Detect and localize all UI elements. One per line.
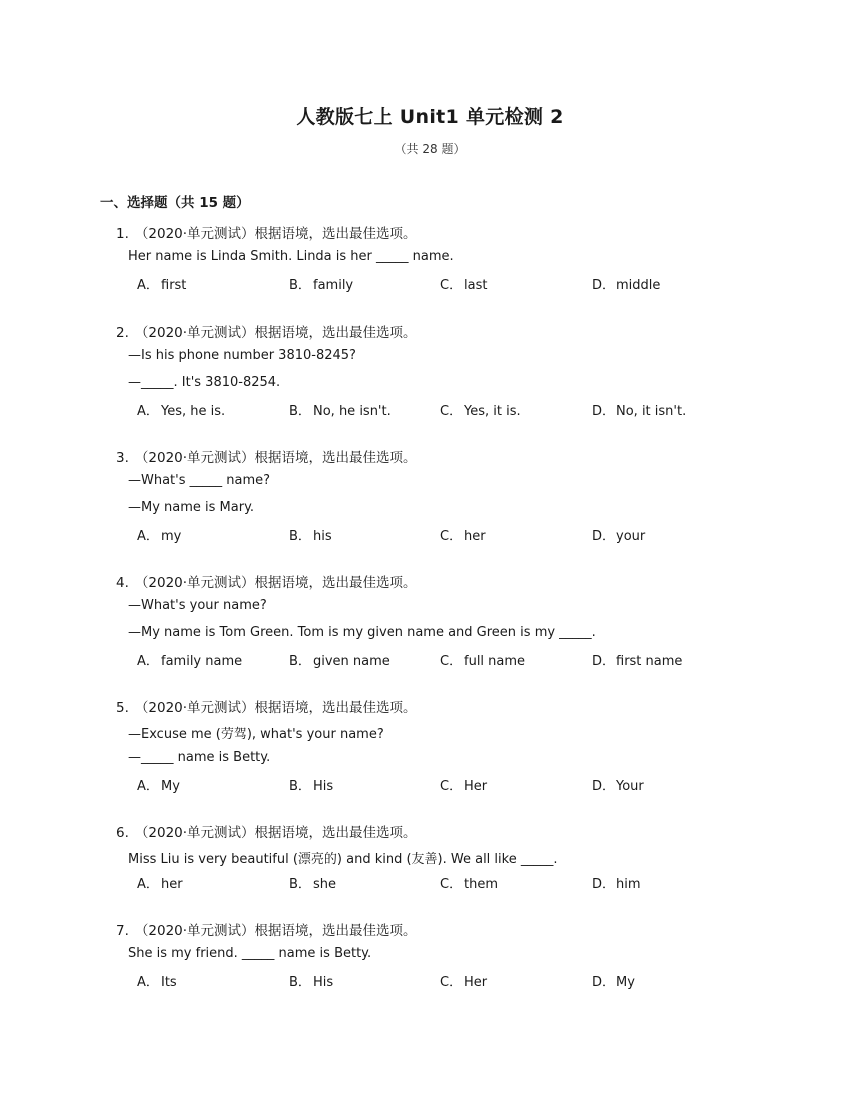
question-text: —What's your name? — [128, 598, 267, 613]
option-letter: A． — [137, 404, 159, 419]
answer-option-a — [137, 274, 186, 293]
option-letter: C． — [440, 278, 463, 293]
answer-option-d — [592, 274, 660, 293]
answer-option-c — [440, 400, 521, 419]
option-letter: C． — [440, 529, 463, 544]
option-letter: C． — [440, 975, 463, 990]
option-text: given name — [313, 654, 390, 669]
answer-option-d — [592, 775, 644, 794]
option-text: your — [616, 529, 646, 544]
question-text: Her name is Linda Smith. Linda is her _____ name. — [128, 249, 454, 264]
question-number: 3. — [116, 450, 129, 466]
question-text: —My name is Mary. — [128, 500, 255, 515]
option-letter: D． — [592, 779, 616, 794]
option-text: My — [616, 975, 635, 990]
option-letter: D． — [592, 278, 616, 293]
option-text: she — [313, 877, 337, 892]
answer-option-b — [289, 873, 336, 892]
option-letter: A． — [137, 654, 159, 669]
option-text: His — [313, 975, 334, 990]
option-text: family — [313, 278, 354, 293]
answer-option-b — [289, 525, 332, 544]
option-text: them — [464, 877, 498, 892]
answer-option-a — [137, 971, 177, 990]
option-letter: A． — [137, 779, 159, 794]
option-letter: A． — [137, 278, 159, 293]
question-source: （2020·单元测试）根据语境，选出最佳选项。 — [134, 450, 417, 466]
option-text: first — [161, 278, 187, 293]
option-letter: C． — [440, 404, 463, 419]
answer-option-d — [592, 525, 645, 544]
question-header — [116, 321, 417, 341]
question-number: 5. — [116, 700, 129, 716]
section-heading: 一、选择题（共 15 题） — [100, 195, 250, 211]
option-text: No, it isn't. — [616, 404, 687, 419]
option-letter: D． — [592, 404, 616, 419]
answer-option-a — [137, 400, 225, 419]
answer-option-d — [592, 873, 641, 892]
question-source: （2020·单元测试）根据语境，选出最佳选项。 — [134, 325, 417, 341]
question-number: 4. — [116, 575, 129, 591]
question-text: —Excuse me (劳驾), what's your name? — [128, 727, 384, 742]
question-source: （2020·单元测试）根据语境，选出最佳选项。 — [134, 575, 417, 591]
question-source: （2020·单元测试）根据语境，选出最佳选项。 — [134, 226, 417, 242]
question-text: —My name is Tom Green. Tom is my given name and Green is my _____. — [128, 625, 596, 640]
question-header — [116, 446, 417, 466]
option-letter: B． — [289, 975, 311, 990]
answer-option-b — [289, 775, 333, 794]
option-letter: B． — [289, 654, 311, 669]
page-title: 人教版七上 Unit1 单元检测 2 — [296, 106, 564, 128]
option-text: Her — [464, 779, 488, 794]
answer-option-b — [289, 274, 353, 293]
option-text: him — [616, 877, 641, 892]
option-text: Yes, it is. — [464, 404, 521, 419]
option-letter: C． — [440, 654, 463, 669]
question-source: （2020·单元测试）根据语境，选出最佳选项。 — [134, 700, 417, 716]
question-header — [116, 821, 417, 841]
option-letter: A． — [137, 529, 159, 544]
question-header — [116, 222, 417, 242]
option-letter: B． — [289, 278, 311, 293]
question-text: —_____ name is Betty. — [128, 750, 271, 765]
option-text: middle — [616, 278, 661, 293]
question-text: —Is his phone number 3810-8245? — [128, 348, 356, 363]
option-letter: A． — [137, 975, 159, 990]
answer-option-c — [440, 873, 498, 892]
answer-option-b — [289, 971, 333, 990]
option-text: His — [313, 779, 334, 794]
question-header — [116, 696, 417, 716]
question-number: 7. — [116, 923, 129, 939]
option-text: last — [464, 278, 488, 293]
answer-option-c — [440, 971, 487, 990]
question-header — [116, 571, 417, 591]
option-letter: B． — [289, 529, 311, 544]
option-text: Its — [161, 975, 177, 990]
answer-option-d — [592, 400, 686, 419]
answer-option-a — [137, 650, 242, 669]
option-letter: D． — [592, 975, 616, 990]
option-text: family name — [161, 654, 243, 669]
page-subtitle: （共 28 题） — [394, 142, 466, 156]
answer-option-c — [440, 775, 487, 794]
question-source: （2020·单元测试）根据语境，选出最佳选项。 — [134, 825, 417, 841]
answer-option-a — [137, 525, 181, 544]
option-letter: C． — [440, 779, 463, 794]
option-letter: D． — [592, 654, 616, 669]
answer-option-d — [592, 650, 682, 669]
option-text: her — [464, 529, 486, 544]
question-source: （2020·单元测试）根据语境，选出最佳选项。 — [134, 923, 417, 939]
option-letter: B． — [289, 779, 311, 794]
answer-option-c — [440, 525, 486, 544]
option-text: Your — [616, 779, 644, 794]
question-text: —What's _____ name? — [128, 473, 271, 488]
answer-option-b — [289, 400, 391, 419]
option-text: No, he isn't. — [313, 404, 391, 419]
answer-option-c — [440, 274, 487, 293]
answer-option-a — [137, 775, 180, 794]
option-letter: B． — [289, 404, 311, 419]
question-text: Miss Liu is very beautiful (漂亮的) and kind (友善). We all like _____. — [128, 852, 558, 867]
option-letter: B． — [289, 877, 311, 892]
question-number: 1. — [116, 226, 129, 242]
option-text: My — [161, 779, 180, 794]
answer-option-d — [592, 971, 635, 990]
option-text: my — [161, 529, 182, 544]
option-text: full name — [464, 654, 526, 669]
question-text: —_____. It's 3810-8254. — [128, 375, 281, 390]
answer-option-b — [289, 650, 390, 669]
question-number: 6. — [116, 825, 129, 841]
option-text: Her — [464, 975, 488, 990]
answer-option-c — [440, 650, 525, 669]
option-text: her — [161, 877, 183, 892]
question-text: She is my friend. _____ name is Betty. — [128, 946, 372, 961]
option-text: first name — [616, 654, 683, 669]
option-text: Yes, he is. — [161, 404, 226, 419]
option-letter: A． — [137, 877, 159, 892]
answer-option-a — [137, 873, 183, 892]
option-letter: D． — [592, 877, 616, 892]
question-number: 2. — [116, 325, 129, 341]
option-letter: C． — [440, 877, 463, 892]
option-text: his — [313, 529, 332, 544]
option-letter: D． — [592, 529, 616, 544]
question-header — [116, 919, 417, 939]
